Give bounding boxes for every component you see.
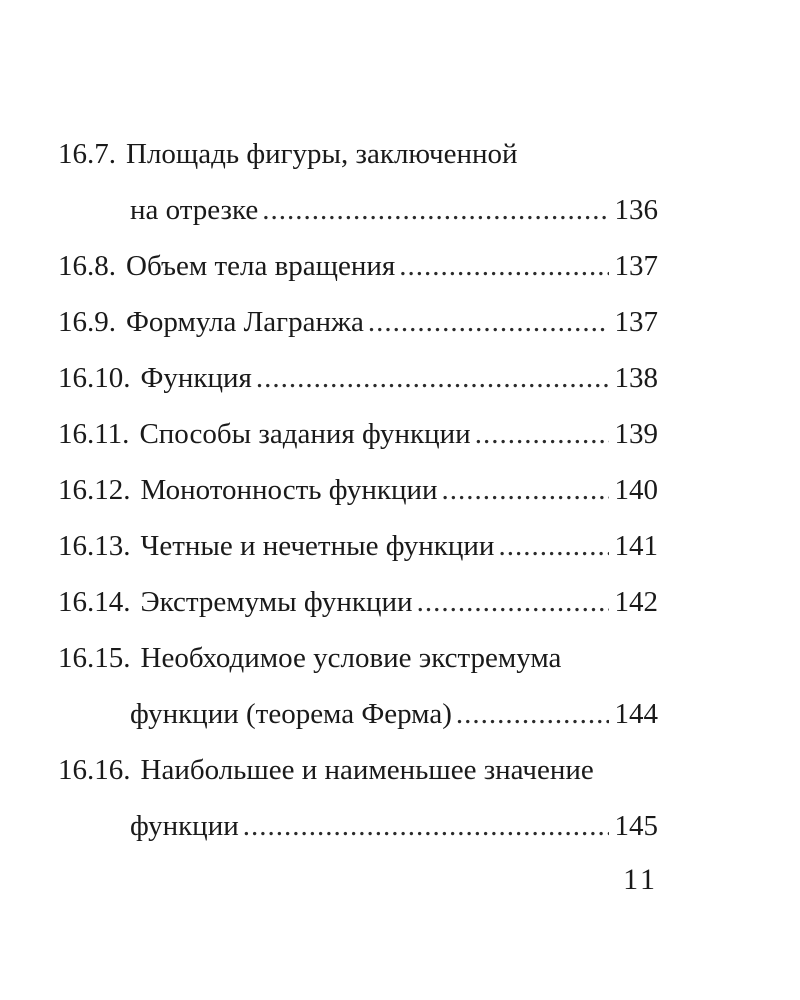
toc-entry-number: 16.12. — [58, 474, 131, 506]
toc-entry-page: 140 — [614, 474, 658, 506]
toc-entry-title-continued: функции (теорема Ферма) — [130, 698, 452, 730]
dot-leader — [456, 686, 609, 742]
page-number: 11 — [623, 863, 658, 896]
toc-entry-16-9 — [58, 294, 658, 350]
toc-entry-16-16-continuation — [58, 798, 658, 854]
toc-entry-title: Формула Лагранжа — [126, 306, 364, 338]
toc-entry-16-16 — [58, 742, 658, 798]
toc-entry-title: Экстремумы функции — [140, 586, 413, 618]
toc-entry-number: 16.16. — [58, 754, 131, 786]
toc-entry-number: 16.14. — [58, 586, 131, 618]
toc-entry-16-7-continuation — [58, 182, 658, 238]
toc-entry-page: 137 — [614, 250, 658, 282]
toc-entry-title: Функция — [140, 362, 252, 394]
toc-entry-number: 16.9. — [58, 306, 116, 338]
dot-leader — [475, 406, 609, 462]
toc-entry-16-15-continuation — [58, 686, 658, 742]
toc-entry-number: 16.11. — [58, 418, 130, 450]
table-of-contents — [58, 126, 658, 854]
toc-entry-title: Наибольшее и наименьшее значение — [140, 754, 594, 786]
dot-leader — [417, 574, 609, 630]
toc-entry-number: 16.7. — [58, 138, 116, 170]
dot-leader — [256, 350, 609, 406]
toc-entry-number: 16.10. — [58, 362, 131, 394]
toc-entry-title: Необходимое условие экстремума — [140, 642, 562, 674]
toc-entry-title-continued: функции — [130, 810, 239, 842]
toc-entry-16-15 — [58, 630, 658, 686]
dot-leader — [498, 518, 608, 574]
dot-leader — [442, 462, 609, 518]
dot-leader — [368, 294, 609, 350]
toc-entry-16-12 — [58, 462, 658, 518]
toc-entry-page: 144 — [614, 698, 658, 730]
toc-entry-title: Способы задания функции — [139, 418, 471, 450]
toc-entry-16-11 — [58, 406, 658, 462]
toc-entry-page: 141 — [614, 530, 658, 562]
toc-entry-page: 137 — [614, 306, 658, 338]
toc-entry-title-continued: на отрезке — [130, 194, 259, 226]
toc-entry-page: 139 — [614, 418, 658, 450]
toc-entry-number: 16.13. — [58, 530, 131, 562]
toc-entry-16-14 — [58, 574, 658, 630]
toc-entry-title: Объем тела вращения — [126, 250, 396, 282]
dot-leader — [243, 798, 609, 854]
toc-entry-16-8 — [58, 238, 658, 294]
toc-entry-number: 16.15. — [58, 642, 131, 674]
toc-entry-16-10 — [58, 350, 658, 406]
toc-entry-number: 16.8. — [58, 250, 116, 282]
dot-leader — [399, 238, 608, 294]
toc-entry-title: Монотонность функции — [140, 474, 438, 506]
toc-entry-16-13 — [58, 518, 658, 574]
toc-entry-16-7 — [58, 126, 658, 182]
toc-entry-title: Площадь фигуры, заключенной — [126, 138, 518, 170]
toc-entry-title: Четные и нечетные функции — [140, 530, 495, 562]
toc-entry-page: 145 — [614, 810, 658, 842]
toc-entry-page: 136 — [614, 194, 658, 226]
toc-entry-page: 138 — [614, 362, 658, 394]
dot-leader — [262, 182, 608, 238]
toc-entry-page: 142 — [614, 586, 658, 618]
